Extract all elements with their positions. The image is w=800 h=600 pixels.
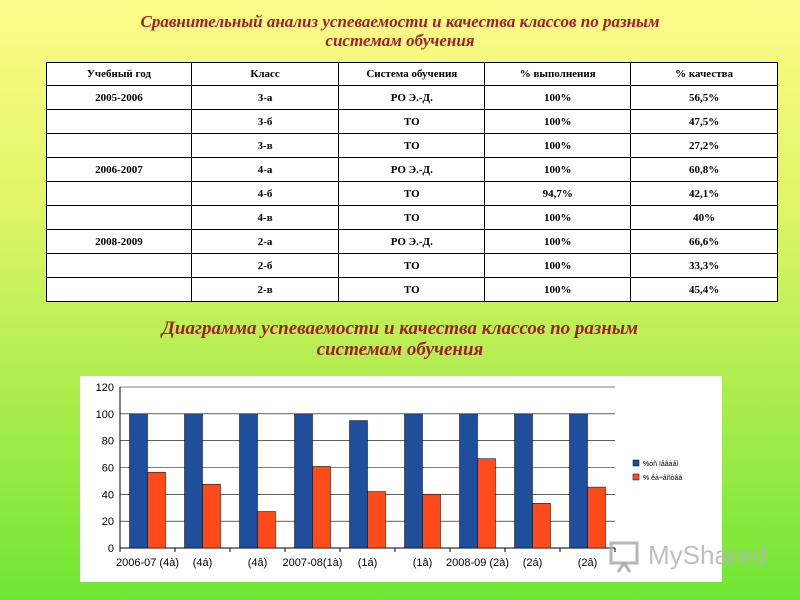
bar-quality bbox=[258, 512, 276, 548]
bar-completion bbox=[570, 414, 588, 548]
x-tick-label: (4â) bbox=[247, 557, 268, 569]
cell-class: 4-в bbox=[191, 206, 339, 230]
x-tick-label: (1á) bbox=[357, 557, 378, 569]
table-row bbox=[47, 278, 778, 302]
cell-quality: 33,3% bbox=[631, 254, 778, 278]
cell-quality: 27,2% bbox=[631, 134, 778, 158]
x-tick-label: (2á) bbox=[522, 557, 543, 569]
cell-system: ТО bbox=[339, 254, 485, 278]
bar-completion bbox=[460, 414, 478, 548]
cell-year bbox=[47, 206, 192, 230]
cell-completion: 94,7% bbox=[485, 182, 631, 206]
legend-swatch bbox=[633, 460, 639, 466]
bar-completion bbox=[295, 414, 313, 548]
bar-quality bbox=[313, 466, 331, 548]
performance-table bbox=[46, 62, 778, 302]
bar-completion bbox=[240, 414, 258, 548]
table-row bbox=[47, 134, 778, 158]
bar-quality bbox=[368, 492, 386, 548]
y-tick-label: 80 bbox=[101, 435, 114, 448]
cell-class: 2-в bbox=[191, 278, 339, 302]
header-system: Система обучения bbox=[339, 63, 485, 86]
bar-quality bbox=[533, 503, 551, 548]
table-header-row bbox=[47, 63, 778, 86]
x-tick-label: (2â) bbox=[577, 557, 598, 569]
x-tick-label: 2007-08(1à) bbox=[282, 557, 343, 569]
cell-completion: 100% bbox=[485, 254, 631, 278]
cell-quality: 56,5% bbox=[631, 86, 778, 110]
cell-completion: 100% bbox=[485, 110, 631, 134]
cell-quality: 66,6% bbox=[631, 230, 778, 254]
bar-quality bbox=[478, 459, 496, 548]
cell-system: РО Э.-Д. bbox=[339, 86, 485, 110]
x-tick-label: (1â) bbox=[412, 557, 433, 569]
header-completion: % выполнения bbox=[485, 63, 631, 86]
y-tick-label: 100 bbox=[95, 408, 114, 421]
header-year: Учебный год bbox=[47, 63, 192, 86]
cell-completion: 100% bbox=[485, 206, 631, 230]
header-class: Класс bbox=[191, 63, 339, 86]
bar-completion bbox=[515, 414, 533, 548]
cell-year: 2008-2009 bbox=[47, 230, 192, 254]
cell-year bbox=[47, 110, 192, 134]
cell-system: ТО bbox=[339, 134, 485, 158]
cell-class: 3-а bbox=[191, 86, 339, 110]
legend-label: %óñ ïåâàåì bbox=[643, 461, 679, 468]
cell-completion: 100% bbox=[485, 134, 631, 158]
table-title bbox=[0, 12, 800, 50]
y-tick-label: 120 bbox=[95, 382, 114, 394]
chart-title-line2: системам обучения bbox=[316, 339, 484, 360]
cell-class: 2-б bbox=[191, 254, 339, 278]
table-row bbox=[47, 158, 778, 182]
table-row bbox=[47, 206, 778, 230]
table-title-line1: Сравнительный анализ успеваемости и качества классов по разным bbox=[140, 12, 660, 31]
cell-system: ТО bbox=[339, 278, 485, 302]
x-tick-label: 2006-07 (4à) bbox=[116, 557, 179, 569]
cell-quality: 47,5% bbox=[631, 110, 778, 134]
cell-year bbox=[47, 134, 192, 158]
legend-swatch bbox=[633, 474, 639, 480]
bar-quality bbox=[423, 494, 441, 548]
table-row bbox=[47, 86, 778, 110]
x-tick-label: (4á) bbox=[192, 557, 213, 569]
bar-completion bbox=[130, 414, 148, 548]
cell-completion: 100% bbox=[485, 158, 631, 182]
bar-completion bbox=[350, 421, 368, 548]
cell-year bbox=[47, 254, 192, 278]
header-quality: % качества bbox=[631, 63, 778, 86]
bar-quality bbox=[148, 472, 166, 548]
cell-system: РО Э.-Д. bbox=[339, 158, 485, 182]
bar-quality bbox=[203, 484, 221, 548]
table-row bbox=[47, 230, 778, 254]
cell-year: 2006-2007 bbox=[47, 158, 192, 182]
table-title-line2: системам обучения bbox=[325, 31, 475, 50]
legend-label: % êà÷åñòâà bbox=[643, 475, 683, 482]
cell-system: ТО bbox=[339, 110, 485, 134]
presentation-icon bbox=[608, 540, 644, 574]
table-row bbox=[47, 182, 778, 206]
chart-title bbox=[0, 318, 800, 360]
table-row bbox=[47, 254, 778, 278]
cell-system: ТО bbox=[339, 182, 485, 206]
table-row bbox=[47, 110, 778, 134]
cell-completion: 100% bbox=[485, 230, 631, 254]
cell-class: 3-в bbox=[191, 134, 339, 158]
watermark-text: MyShared bbox=[648, 540, 767, 570]
chart-title-line1: Диаграмма успеваемости и качества классов по разным bbox=[161, 318, 639, 339]
cell-class: 4-а bbox=[191, 158, 339, 182]
x-tick-label: 2008-09 (2à) bbox=[446, 557, 509, 569]
cell-class: 2-а bbox=[191, 230, 339, 254]
cell-quality: 42,1% bbox=[631, 182, 778, 206]
y-tick-label: 20 bbox=[101, 516, 114, 529]
y-tick-label: 40 bbox=[101, 489, 114, 502]
cell-quality: 40% bbox=[631, 206, 778, 230]
bar-completion bbox=[185, 414, 203, 548]
cell-system: РО Э.-Д. bbox=[339, 230, 485, 254]
cell-class: 3-б bbox=[191, 110, 339, 134]
cell-class: 4-б bbox=[191, 182, 339, 206]
cell-system: ТО bbox=[339, 206, 485, 230]
y-tick-label: 0 bbox=[107, 543, 114, 555]
bar-quality bbox=[588, 487, 606, 548]
cell-completion: 100% bbox=[485, 278, 631, 302]
cell-year bbox=[47, 182, 192, 206]
cell-quality: 45,4% bbox=[631, 278, 778, 302]
watermark bbox=[608, 538, 768, 574]
y-tick-label: 60 bbox=[101, 462, 114, 475]
cell-quality: 60,8% bbox=[631, 158, 778, 182]
cell-year bbox=[47, 278, 192, 302]
bar-completion bbox=[405, 414, 423, 548]
cell-year: 2005-2006 bbox=[47, 86, 192, 110]
cell-completion: 100% bbox=[485, 86, 631, 110]
